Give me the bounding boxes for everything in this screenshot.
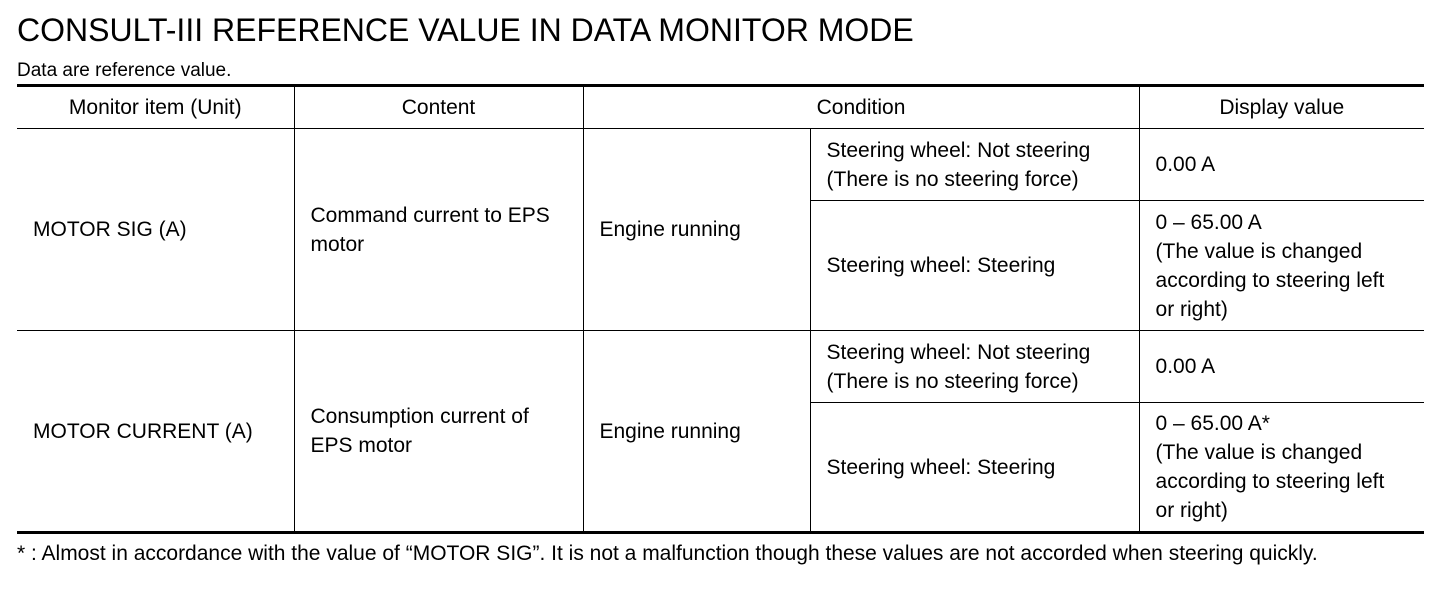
footnote: * : Almost in accordance with the value of “MOTOR SIG”. It is not a malfunction though these values are not accorded when steering quickly. (17, 542, 1318, 565)
content-cell (294, 129, 583, 331)
table-row (17, 129, 1424, 201)
page-title: CONSULT-III REFERENCE VALUE IN DATA MONITOR MODE (17, 12, 914, 48)
display-value-cell (1139, 403, 1424, 533)
condition-line: Steering wheel: Steering (826, 254, 1056, 277)
header-monitor-item: Monitor item (Unit) (17, 86, 294, 129)
content-line: Consumption current of (310, 405, 529, 428)
steering-condition-cell (810, 201, 1139, 331)
value-line: or right) (1155, 499, 1228, 522)
condition-line: Steering wheel: Steering (826, 455, 1056, 479)
steering-condition-cell (810, 403, 1139, 533)
display-value-cell (1139, 129, 1424, 201)
value-line: 0.00 A (1155, 355, 1216, 378)
content-line: EPS motor (310, 434, 413, 457)
engine-condition-cell: Engine running (583, 331, 810, 533)
value-line: or right) (1155, 297, 1228, 321)
content-line: motor (310, 232, 365, 256)
display-value-cell (1139, 331, 1424, 403)
condition-line: (There is no steering force) (826, 369, 1079, 393)
monitor-item-cell: MOTOR CURRENT (A) (17, 331, 294, 533)
condition-line: (There is no steering force) (826, 167, 1079, 191)
value-line: 0 – 65.00 A* (1155, 412, 1270, 435)
value-line: (The value is changed (1155, 239, 1363, 263)
value-line: according to steering left (1155, 470, 1385, 493)
steering-condition-cell (810, 331, 1139, 403)
value-line: (The value is changed (1155, 441, 1363, 464)
page-subtitle: Data are reference value. (17, 60, 232, 81)
value-line: according to steering left (1155, 268, 1385, 292)
content-cell (294, 331, 583, 533)
display-value-cell (1139, 201, 1424, 331)
value-line: 0.00 A (1155, 153, 1216, 176)
steering-condition-cell (810, 129, 1139, 201)
header-condition: Condition (583, 86, 1139, 129)
table-header-row (17, 86, 1424, 129)
engine-condition-cell: Engine running (583, 129, 810, 331)
content-line: Command current to EPS (310, 203, 550, 227)
reference-value-table (17, 84, 1424, 534)
header-content: Content (294, 86, 583, 129)
condition-line: Steering wheel: Not steering (826, 340, 1091, 364)
monitor-item-cell: MOTOR SIG (A) (17, 129, 294, 331)
value-line: 0 – 65.00 A (1155, 210, 1262, 234)
condition-line: Steering wheel: Not steering (826, 138, 1091, 162)
header-display-value: Display value (1139, 86, 1424, 129)
table-row (17, 331, 1424, 403)
